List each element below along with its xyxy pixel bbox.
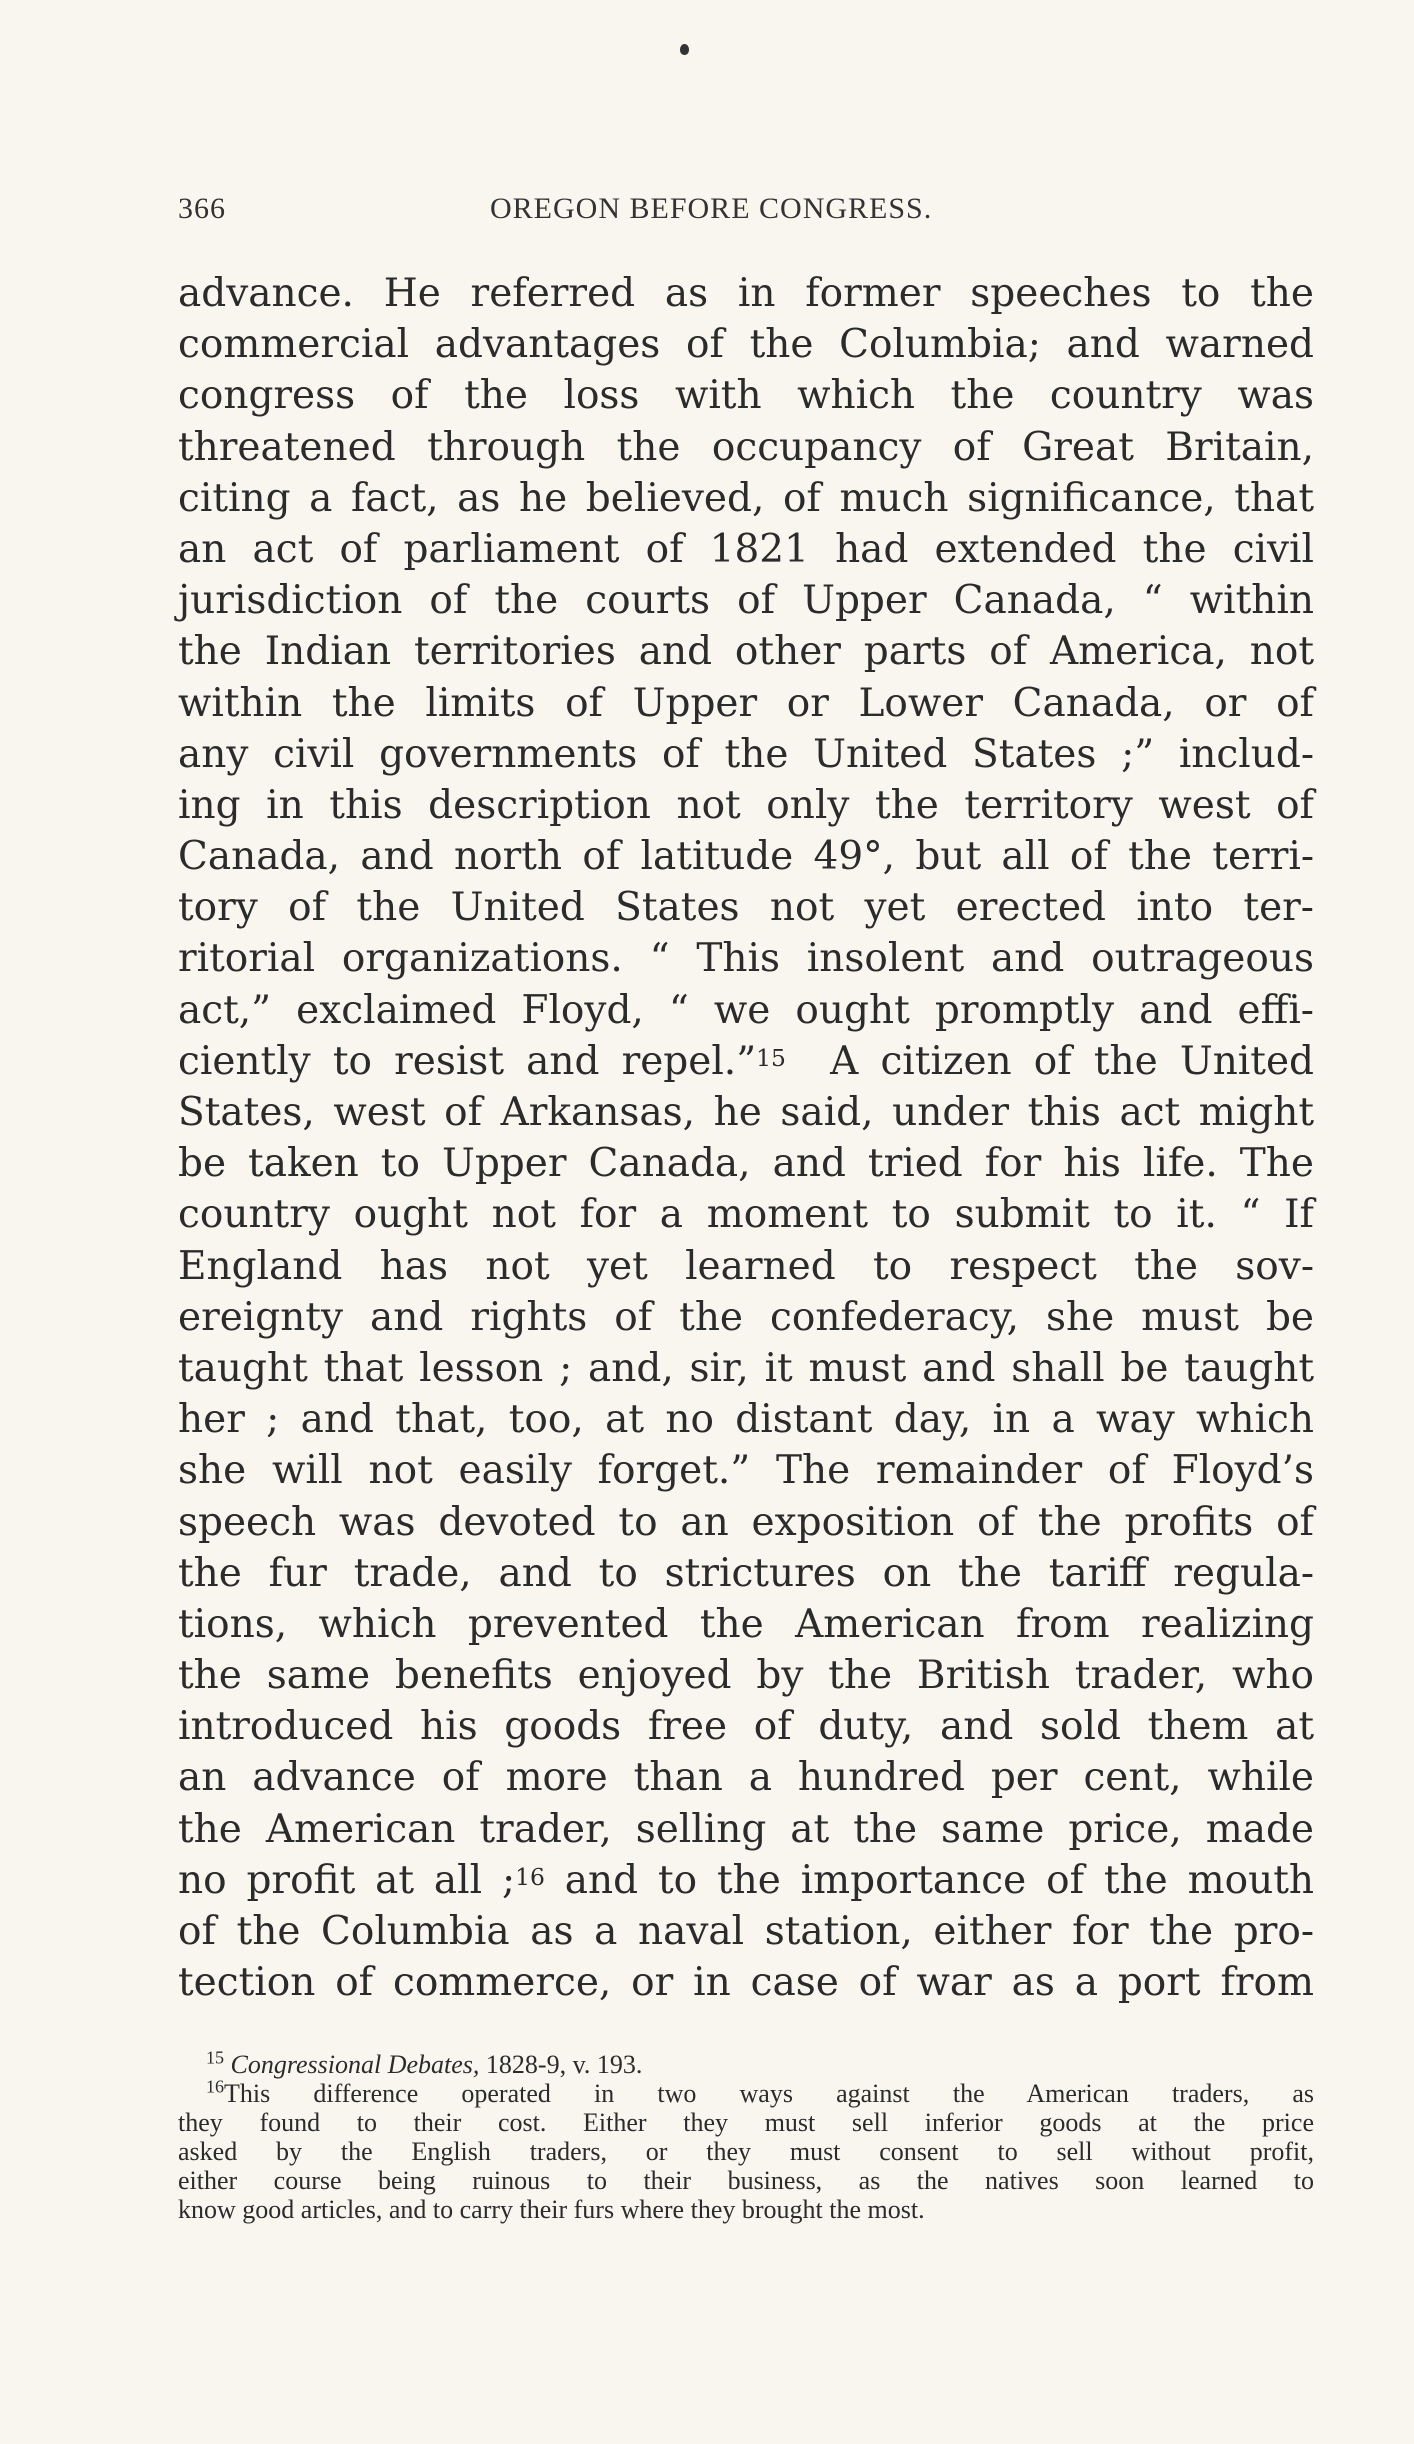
body-text — [178, 268, 1314, 2008]
body-line: act,” exclaimed Floyd, “ we ought promptly and effi- — [178, 987, 1314, 1033]
running-title: OREGON BEFORE CONGRESS. — [490, 192, 933, 225]
footnote-source-title: Congressional Debates, — [230, 2050, 480, 2079]
body-line: jurisdiction of the courts of Upper Canada, “ within — [178, 578, 1314, 624]
body-line: her ; and that, too, at no distant day, in a way which — [178, 1397, 1314, 1443]
footnote-ref-15: 15 — [756, 1043, 786, 1072]
body-line: ritorial organizations. “ This insolent and outrageous — [178, 936, 1314, 982]
footnote-marker: 16 — [206, 2076, 224, 2097]
body-line-with-footnote-ref — [178, 1036, 1314, 1087]
body-line: the same benefits enjoyed by the British trader, who — [178, 1653, 1314, 1699]
body-line: tory of the United States not yet erected into ter- — [178, 885, 1314, 931]
body-line: Canada, and north of latitude 49°, but all of the terri- — [178, 834, 1314, 880]
body-line: an act of parliament of 1821 had extended the civil — [178, 526, 1314, 572]
body-line: introduced his goods free of duty, and sold them at — [178, 1704, 1314, 1750]
footnote-16 — [178, 2076, 1314, 2108]
body-line: country ought not for a moment to submit to it. “ If — [178, 1192, 1314, 1238]
body-line: taught that lesson ; and, sir, it must and shall be taught — [178, 1345, 1314, 1391]
footnote-marker: 15 — [206, 2047, 224, 2068]
footnote-ref-16: 16 — [515, 1862, 545, 1891]
body-line: be taken to Upper Canada, and tried for his life. The — [178, 1141, 1314, 1187]
page-number: 366 — [178, 192, 226, 225]
body-line: the American trader, selling at the same price, made — [178, 1806, 1314, 1852]
body-line: threatened through the occupancy of Great Britain, — [178, 424, 1314, 470]
body-line: States, west of Arkansas, he said, under this act might — [178, 1090, 1314, 1135]
body-line: any civil governments of the United States ;” includ- — [178, 731, 1314, 777]
body-line-part: no profit at all ; — [178, 1857, 516, 1903]
body-line: ereignty and rights of the confederacy, she must be — [178, 1294, 1314, 1340]
footnote-text: This difference operated in two ways against the American traders, as — [224, 2079, 1314, 2108]
body-line: the fur trade, and to strictures on the tariff regula- — [178, 1550, 1314, 1596]
body-line: speech was devoted to an exposition of the profits of — [178, 1499, 1314, 1545]
body-line: advance. He referred as in former speeches to the — [178, 271, 1314, 316]
body-line: the Indian territories and other parts of America, not — [178, 629, 1314, 675]
body-line: an advance of more than a hundred per cent, while — [178, 1755, 1314, 1801]
body-line: commercial advantages of the Columbia; and warned — [178, 322, 1314, 368]
body-line-part: A citizen of the United — [830, 1038, 1314, 1084]
body-line-part: ciently to resist and repel.” — [178, 1038, 757, 1084]
footnote-line: either course being ruinous to their business, as the natives soon learned to — [178, 2166, 1314, 2195]
body-line: she will not easily forget.” The remainder of Floyd’s — [178, 1448, 1314, 1494]
running-header — [178, 192, 1314, 232]
footnote-text: 1828-9, v. 193. — [485, 2050, 643, 2079]
body-line-with-footnote-ref — [178, 1855, 1314, 1906]
body-line: England has not yet learned to respect the sov- — [178, 1243, 1314, 1289]
footnote-line: asked by the English traders, or they must consent to sell without profit, — [178, 2137, 1314, 2166]
footnote-line: know good articles, and to carry their furs where they brought the most. — [178, 2195, 925, 2224]
footnotes — [178, 2047, 1314, 2224]
body-line: tection of commerce, or in case of war as a port from — [178, 1960, 1314, 2006]
body-line: tions, which prevented the American from realizing — [178, 1601, 1314, 1647]
footnote-line: they found to their cost. Either they must sell inferior goods at the price — [178, 2108, 1314, 2137]
body-line: of the Columbia as a naval station, either for the pro- — [178, 1909, 1314, 1954]
footnote-15 — [178, 2047, 1314, 2079]
body-line-part: and to the importance of the mouth — [564, 1857, 1314, 1903]
body-line: ing in this description not only the territory west of — [178, 782, 1314, 828]
body-line: within the limits of Upper or Lower Canada, or of — [178, 680, 1314, 726]
body-line: citing a fact, as he believed, of much significance, that — [178, 475, 1314, 521]
body-line: congress of the loss with which the country was — [178, 373, 1314, 419]
ink-mark — [680, 44, 689, 55]
